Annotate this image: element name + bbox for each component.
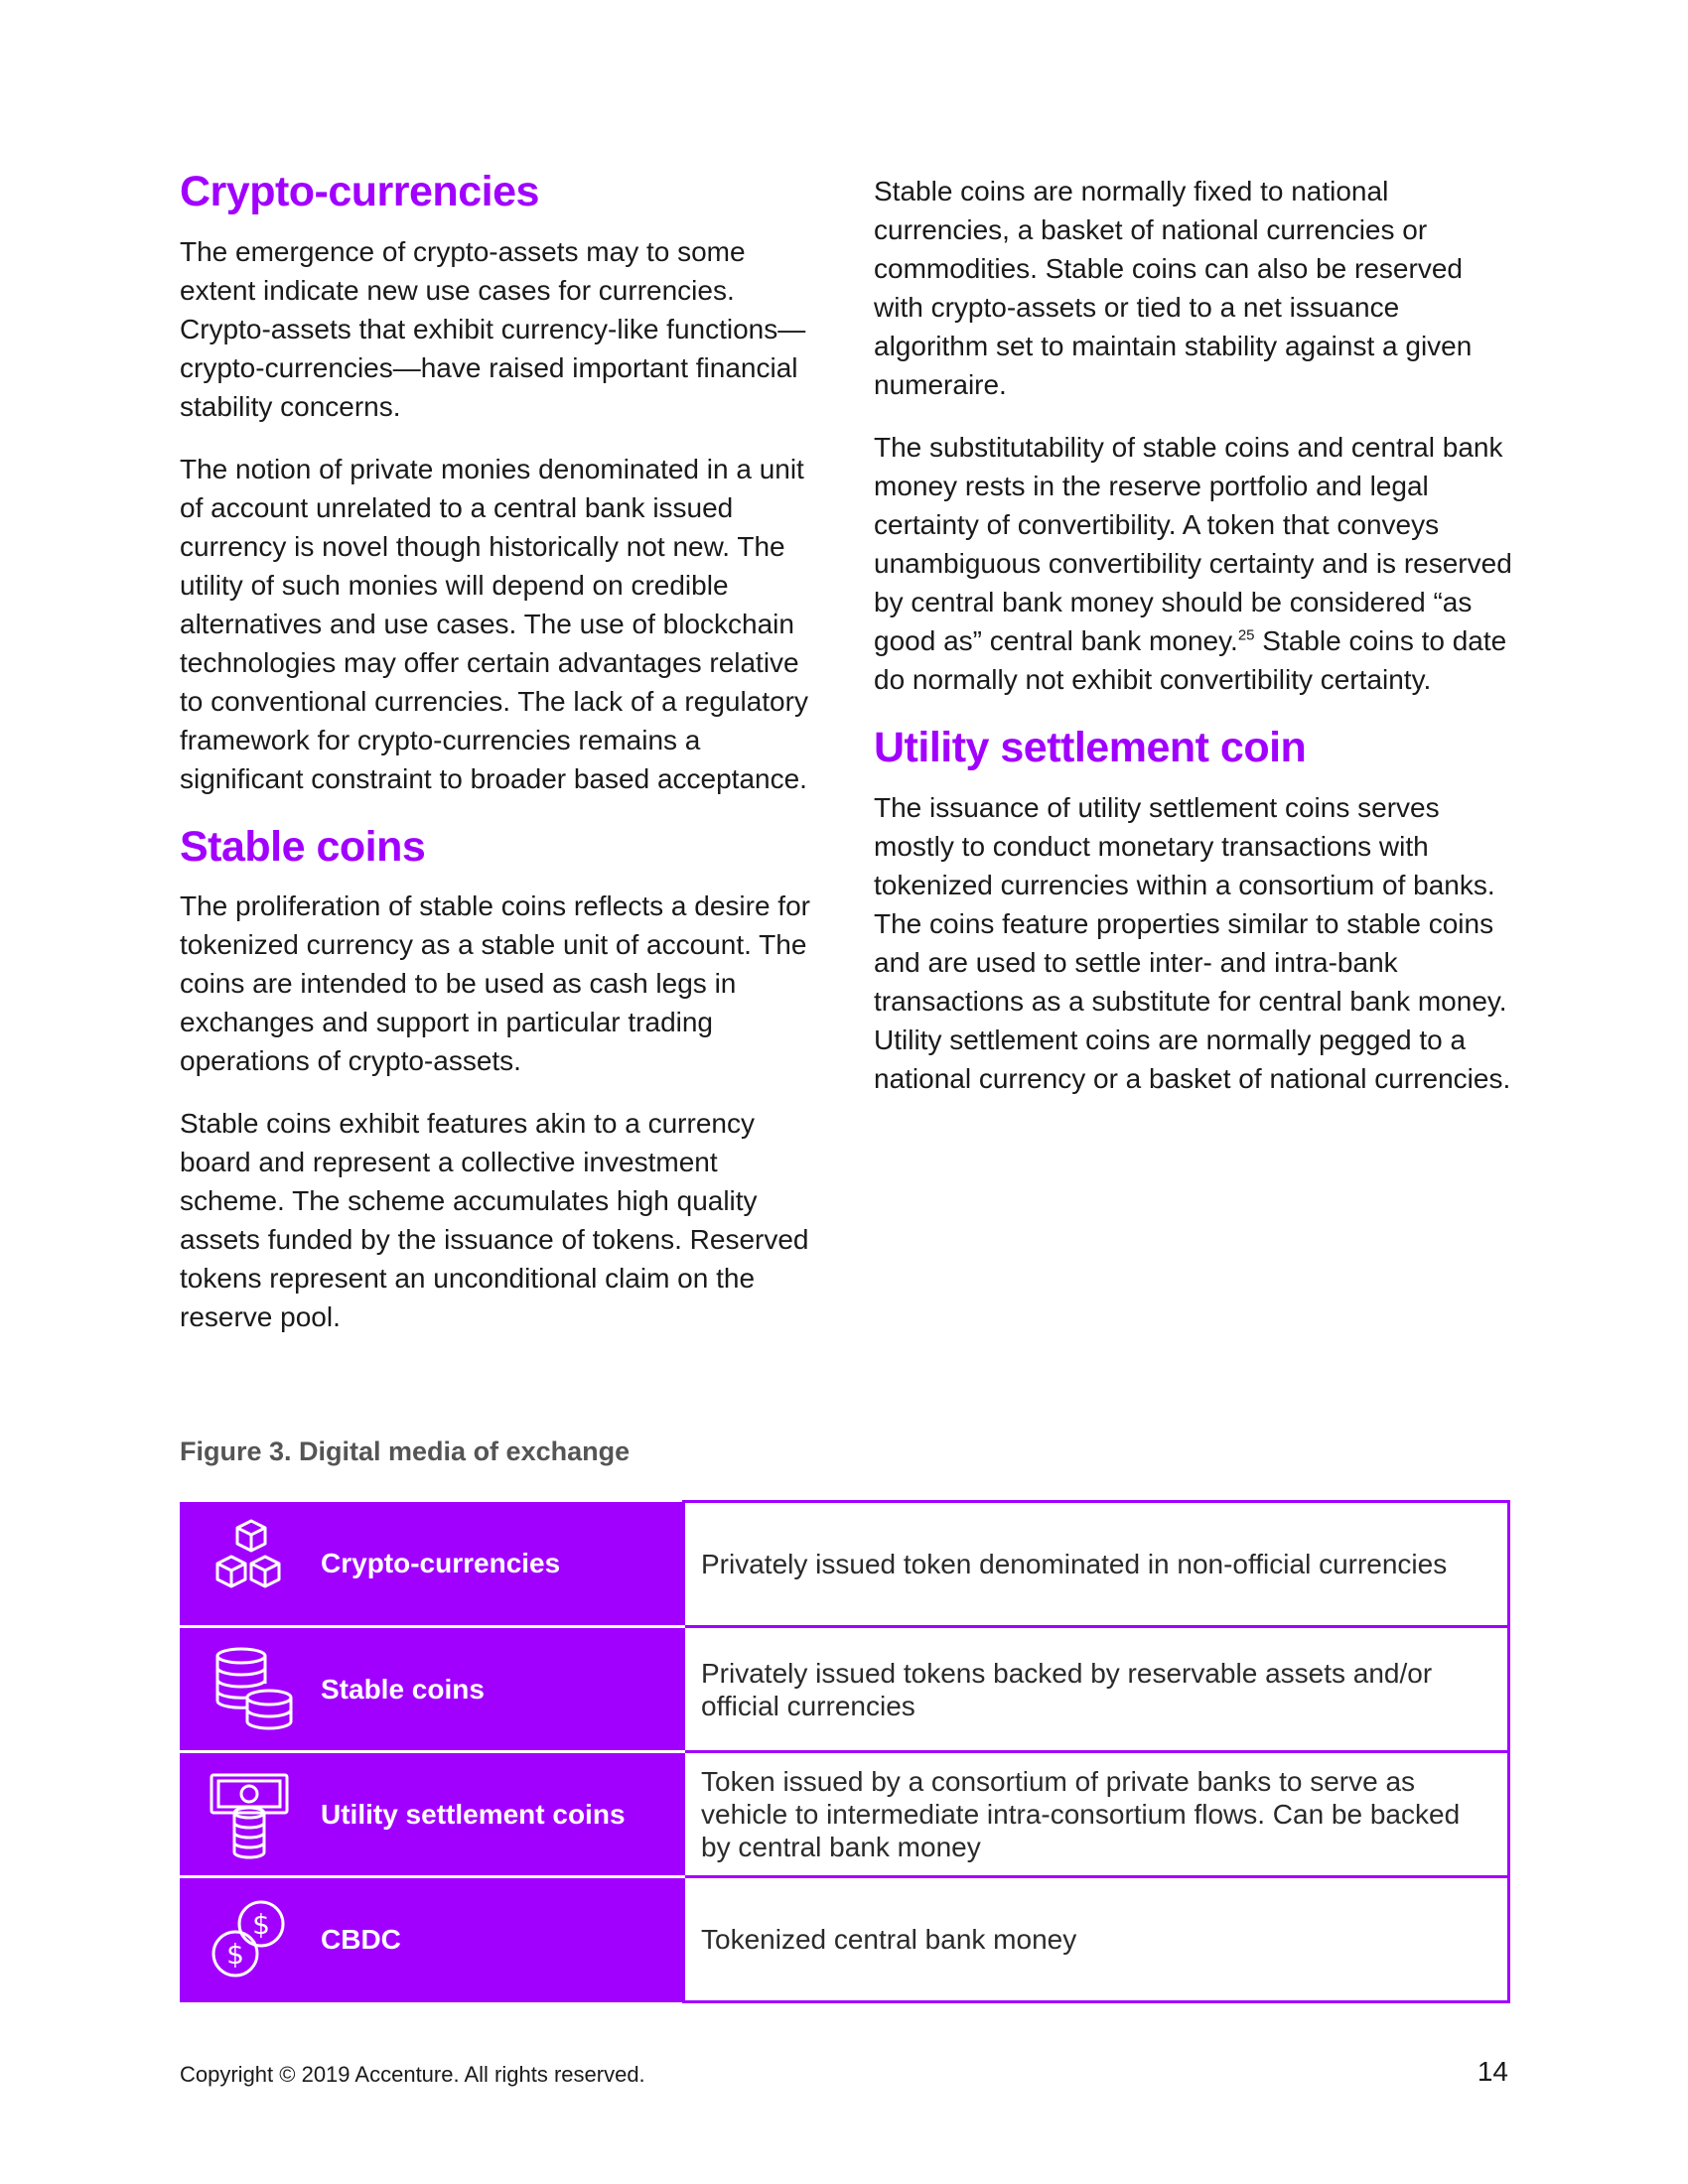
paragraph-stable-4-text-a: The substitutability of stable coins and central bank money rests in the reserve portfolio and legal certainty of convertibility. A token that conveys unambiguous convertibility certainty and is reserved by central bank money should be considered “as good as” central bank money. [874, 432, 1512, 656]
paragraph-crypto-2: The notion of private monies denominated in a unit of account unrelated to a central bank issued currency is novel though historically not new. The utility of such monies will depend on credible alternatives and use cases. The use of blockchain technologies may offer certain advantages relative to conventional currencies. The lack of a regulatory framework for crypto-currencies remains a significant constraint to broader based acceptance. [180, 453, 808, 794]
left-column [180, 167, 825, 1360]
figure-label: Utility settlement coins [321, 1798, 626, 1830]
paragraph-crypto-1: The emergence of crypto-assets may to some extent indicate new use cases for currencies. Crypto-assets that exhibit currency-like functions—crypto-currencies—have raised important financial stability concerns. [180, 235, 806, 422]
figure-row [180, 1627, 1509, 1752]
footer-copyright: Copyright © 2019 Accenture. All rights reserved. [180, 2062, 645, 2087]
figure-label-cell [180, 1877, 684, 2002]
figure-desc: Privately issued tokens backed by reservable assets and/or official currencies [684, 1627, 1509, 1752]
svg-text:$: $ [252, 1908, 270, 1942]
heading-utility-settlement-coin: Utility settlement coin [874, 724, 1307, 771]
right-column [874, 167, 1519, 1122]
figure-row [180, 1752, 1509, 1877]
paragraph-stable-4-text-b: Stable coins to date do normally not exhibit convertibility certainty. [874, 625, 1507, 695]
figure-desc: Privately issued token denominated in non-official currencies [684, 1502, 1509, 1627]
paragraph-stable-4 [874, 428, 1519, 699]
figure-label-cell [180, 1627, 684, 1752]
heading-crypto-currencies: Crypto-currencies [180, 168, 539, 215]
dollar-coins-icon [200, 1890, 299, 1989]
coin-stack-icon [200, 1640, 299, 1739]
figure-table [180, 1500, 1510, 2003]
figure-label: CBDC [321, 1924, 401, 1956]
figure-desc: Token issued by a consortium of private banks to serve as vehicle to intermediate intra-consortium flows. Can be backed by central bank money [684, 1752, 1509, 1877]
figure-caption: Figure 3. Digital media of exchange [180, 1436, 631, 1466]
paragraph-stable-2: Stable coins exhibit features akin to a currency board and represent a collective investment scheme. The scheme accumulates high quality assets funded by the issuance of tokens. Reserved tokens represent an unconditional claim on the reserve pool. [180, 1108, 809, 1333]
paragraph-utility-1: The issuance of utility settlement coins serves mostly to conduct monetary transactions with tokenized currencies within a consortium of banks. The coins feature properties similar to stable coins and are used to settle inter- and intra-bank transactions as a substitute for central bank money. Utility settlement coins are normally pegged to a national currency or a basket of national currencies. [874, 791, 1511, 1094]
paragraph-stable-3: Stable coins are normally fixed to national currencies, a basket of national currencies or commodities. Stable coins can also be reserved with crypto-assets or tied to a net issuance algorithm set to maintain stability against a given numeraire. [874, 176, 1473, 400]
figure-label: Stable coins [321, 1673, 485, 1705]
banknote-coins-icon [200, 1765, 299, 1864]
figure-row [180, 1877, 1509, 2002]
figure-row [180, 1502, 1509, 1627]
figure-desc: Tokenized central bank money [684, 1877, 1509, 2002]
figure-label-cell [180, 1752, 684, 1877]
cubes-icon [200, 1514, 299, 1613]
page-number: 14 [1477, 2056, 1508, 2087]
footnote-ref-25[interactable]: 25 [1237, 626, 1255, 644]
svg-text:$: $ [226, 1938, 244, 1972]
heading-stable-coins: Stable coins [180, 822, 426, 871]
paragraph-stable-1: The proliferation of stable coins reflects a desire for tokenized currency as a stable unit of account. The coins are intended to be used as cash legs in exchanges and support in particular trading operations of crypto-assets. [180, 890, 810, 1077]
figure-label: Crypto-currencies [321, 1547, 561, 1578]
figure-label-cell [180, 1502, 684, 1627]
